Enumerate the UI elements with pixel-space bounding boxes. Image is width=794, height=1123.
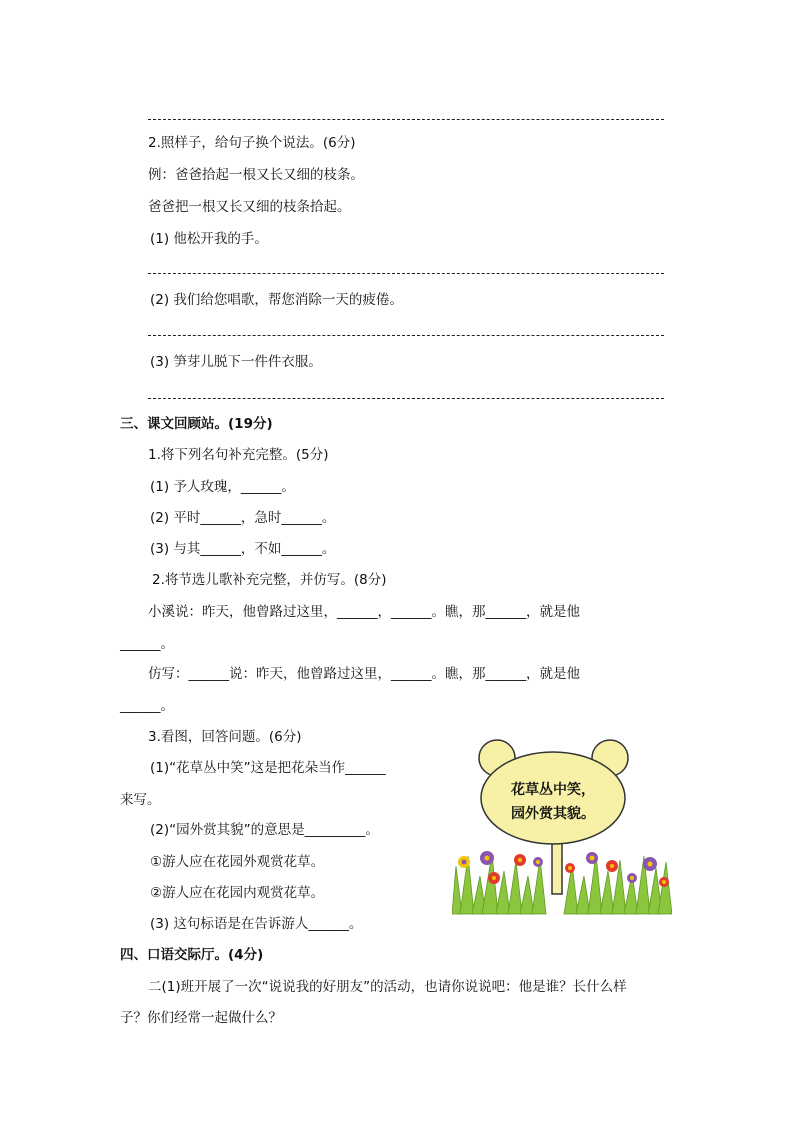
fill-blank-item: (3) 与其______，不如______。 <box>150 541 336 557</box>
example-sentence-rewritten: 爸爸把一根又长又细的枝条拾起。 <box>148 199 351 215</box>
question-title: 1.将下列名句补充完整。(5分) <box>148 447 329 463</box>
flower-icon <box>627 873 637 883</box>
sign-text-line2: 园外赏其貌。 <box>511 806 595 822</box>
flower-icon <box>659 877 669 887</box>
flower-icon <box>606 860 618 872</box>
answer-line[interactable] <box>148 119 664 120</box>
sub-question: (2)“园外赏其貌”的意思是_________。 <box>150 822 379 838</box>
imitation-line: 仿写：______说：昨天，他曾路过这里，______。瞧，那______，就是他 <box>148 666 580 682</box>
section-heading: 四、口语交际厅。(4分) <box>120 947 264 963</box>
flower-icon <box>565 863 575 873</box>
sub-question: (1)“花草丛中笑”这是把花朵当作______ <box>150 760 386 776</box>
paragraph-line: 二(1)班开展了一次“说说我的好朋友”的活动，也请你说说吧：他是谁？长什么样 <box>148 979 627 995</box>
fill-blank-item: (1) 予人玫瑰，______。 <box>150 479 295 495</box>
section-heading: 三、课文回顾站。(19分) <box>120 416 273 432</box>
example-sentence: 例：爸爸拾起一根又长又细的枝条。 <box>148 167 364 183</box>
sub-question: (2) 我们给您唱歌，帮您消除一天的疲倦。 <box>150 292 403 308</box>
fill-blank-item: (2) 平时______，急时______。 <box>150 510 336 526</box>
sub-question: (1) 他松开我的手。 <box>150 231 268 247</box>
sub-question-continued: 来写。 <box>120 792 161 808</box>
sign-text-line1: 花草丛中笑， <box>511 782 595 798</box>
poem-line: 小溪说：昨天，他曾路过这里，______，______。瞧，那______，就是他 <box>148 604 580 620</box>
sign-illustration <box>452 736 672 916</box>
poem-line-continued: ______。 <box>120 636 174 652</box>
flower-icon <box>480 851 494 865</box>
sign-board <box>481 752 625 844</box>
question-title: 3.看图，回答问题。(6分) <box>148 729 302 745</box>
option-item: ①游人应在花园外观赏花草。 <box>150 854 325 870</box>
paragraph-line-continued: 子？你们经常一起做什么？ <box>120 1010 282 1026</box>
question-title: 2.将节选儿歌补充完整，并仿写。(8分) <box>152 572 387 588</box>
flower-icon <box>533 857 543 867</box>
flower-icon <box>458 856 470 868</box>
option-item: ②游人应在花园内观赏花草。 <box>150 885 325 901</box>
imitation-line-continued: ______。 <box>120 698 174 714</box>
answer-line[interactable] <box>148 273 664 274</box>
answer-line[interactable] <box>148 398 664 399</box>
sub-question: (3) 笋芽儿脱下一件件衣服。 <box>150 354 322 370</box>
sub-question: (3) 这句标语是在告诉游人______。 <box>150 916 363 932</box>
flower-icon <box>586 852 598 864</box>
answer-line[interactable] <box>148 335 664 336</box>
question-title: 2.照样子，给句子换个说法。(6分) <box>148 135 356 151</box>
flower-icon <box>643 857 657 871</box>
flower-icon <box>514 854 526 866</box>
flower-icon <box>488 872 500 884</box>
